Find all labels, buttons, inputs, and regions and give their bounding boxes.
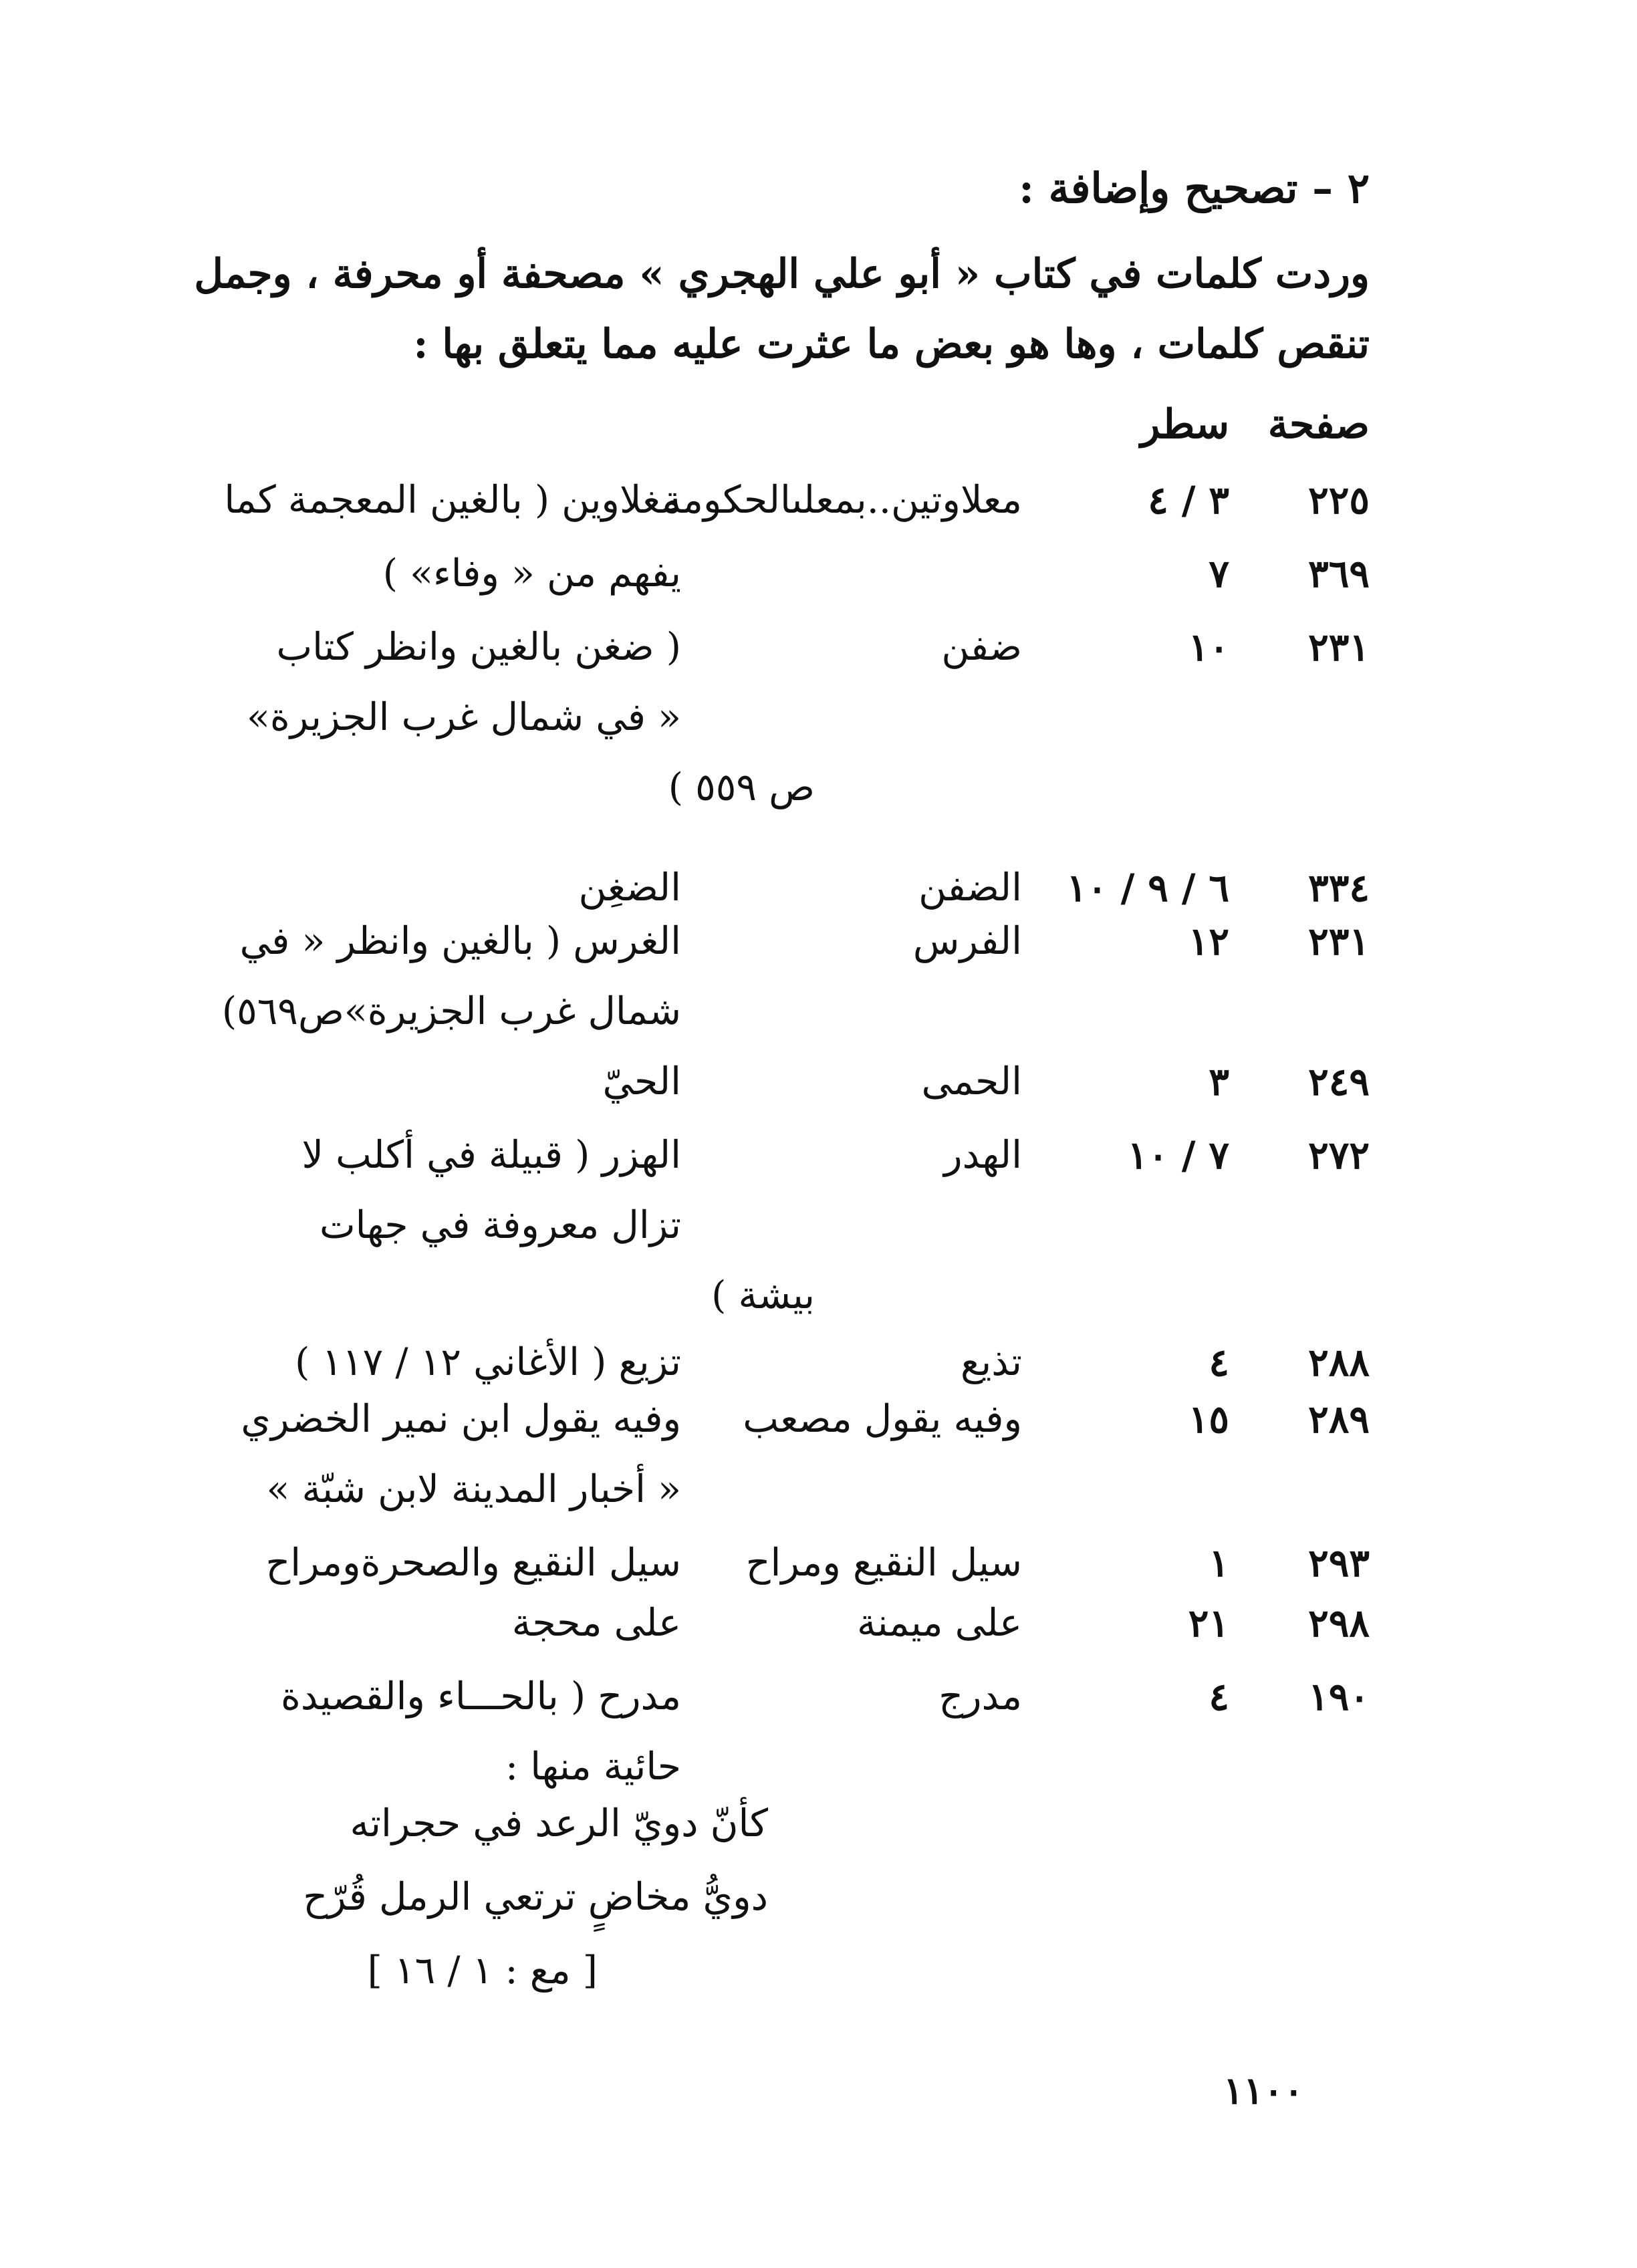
row-wrong-text: تذيع (961, 1340, 1022, 1384)
row-page-number: ٣٣٤ (1308, 866, 1370, 910)
verse-reference: [ مع : ١ / ١٦ ] (367, 1948, 598, 1993)
row-corrected-text: يفهم من « وفاء» ) (382, 551, 681, 596)
row-wrong-text: معلاوتين..بمعلىالحكومة (662, 478, 1022, 522)
row-line-number: ٦ / ٩ / ١٠ (1066, 866, 1229, 910)
row-page-number: ٢٧٢ (1308, 1133, 1370, 1178)
row-wrong-text: الضفن (918, 866, 1022, 910)
row-corrected-text: بيشة ) (711, 1273, 815, 1317)
row-page-number: ٢٩٣ (1308, 1541, 1370, 1586)
section-heading: ٢ – تصحيح وإضافة : (1019, 164, 1370, 213)
row-line-number: ١ (1209, 1541, 1229, 1586)
row-corrected-text: الضغِن (578, 866, 681, 910)
row-corrected-text: على محجة (511, 1601, 681, 1645)
row-line-number: ٣ / ٤ (1148, 478, 1229, 523)
row-page-number: ٣٦٩ (1308, 551, 1370, 596)
row-line-number: ٤ (1209, 1674, 1229, 1719)
row-page-number: ٢٨٩ (1308, 1397, 1370, 1442)
row-page-number: ٢٩٨ (1308, 1601, 1370, 1646)
row-corrected-text: « أخبار المدينة لابن شبّة » (266, 1467, 681, 1511)
row-wrong-text: ضفن (941, 625, 1022, 669)
row-corrected-text: تزال معروفة في جهات (319, 1203, 681, 1247)
row-line-number: ١٠ (1188, 625, 1229, 670)
row-corrected-text: ( ضغن بالغين وانظر كتاب (276, 625, 681, 669)
page-number: ١١٠٠ (1223, 2069, 1304, 2113)
row-page-number: ٢٨٨ (1308, 1340, 1370, 1385)
row-page-number: ١٩٠ (1308, 1674, 1370, 1719)
row-line-number: ٣ (1209, 1059, 1229, 1104)
row-corrected-text: حائية منها : (505, 1745, 681, 1789)
row-corrected-text: الحيّ (602, 1059, 681, 1104)
verse-line-1: كأنّ دويّ الرعد في حجراته (350, 1801, 768, 1846)
row-wrong-text: مدرج (938, 1674, 1022, 1719)
row-line-number: ٤ (1209, 1340, 1229, 1385)
row-page-number: ٢٣١ (1308, 625, 1370, 670)
row-page-number: ٢٤٩ (1308, 1059, 1370, 1104)
row-line-number: ٧ / ١٠ (1127, 1133, 1229, 1178)
row-page-number: ٢٣١ (1308, 919, 1370, 964)
row-line-number: ١٢ (1188, 919, 1229, 964)
row-line-number: ٢١ (1188, 1601, 1229, 1646)
row-wrong-text: على ميمنة (857, 1601, 1022, 1645)
row-wrong-text: الحمى (921, 1059, 1022, 1104)
row-wrong-text: الهدر (944, 1133, 1022, 1177)
row-line-number: ١٥ (1188, 1397, 1229, 1442)
column-header-line: سطر (1140, 401, 1229, 448)
column-header-page: صفحة (1267, 401, 1370, 448)
intro-line-2: تنقص كلمات ، وها هو بعض ما عثرت عليه مما يتعلق بها : (413, 321, 1370, 368)
row-page-number: ٢٢٥ (1308, 478, 1370, 523)
row-corrected-text: مدرح ( بالحـــاء والقصيدة (280, 1674, 681, 1719)
row-corrected-text: « في شمال غرب الجزيرة» (246, 695, 681, 739)
row-corrected-text: شمال غرب الجزيرة»ص٥٦٩) (221, 989, 681, 1033)
row-wrong-text: وفيه يقول مصعب (743, 1397, 1022, 1441)
row-wrong-text: سيل النقيع ومراح (745, 1541, 1022, 1585)
row-corrected-text: وفيه يقول ابن نمير الخضري (241, 1397, 681, 1441)
row-corrected-text: سيل النقيع والصحرةومراح (265, 1541, 681, 1585)
row-line-number: ٧ (1209, 551, 1229, 596)
row-corrected-text: تزيع ( الأغاني ١٢ / ١١٧ ) (295, 1340, 681, 1384)
intro-line-1: وردت كلمات في كتاب « أبو علي الهجري » مصحفة أو محرفة ، وجمل (194, 251, 1370, 297)
row-corrected-text: الهزر ( قبيلة في أكلب لا (301, 1133, 681, 1177)
row-wrong-text: الفرس (912, 919, 1022, 963)
row-corrected-text: مغلاوين ( بالغين المعجمة كما (224, 478, 681, 522)
row-corrected-text: الغرس ( بالغين وانظر « في (239, 919, 681, 963)
row-corrected-text: ص ٥٥٩ ) (668, 765, 815, 809)
verse-line-2: دويُّ مخاضٍ ترتعي الرمل قُرّح (303, 1875, 768, 1919)
